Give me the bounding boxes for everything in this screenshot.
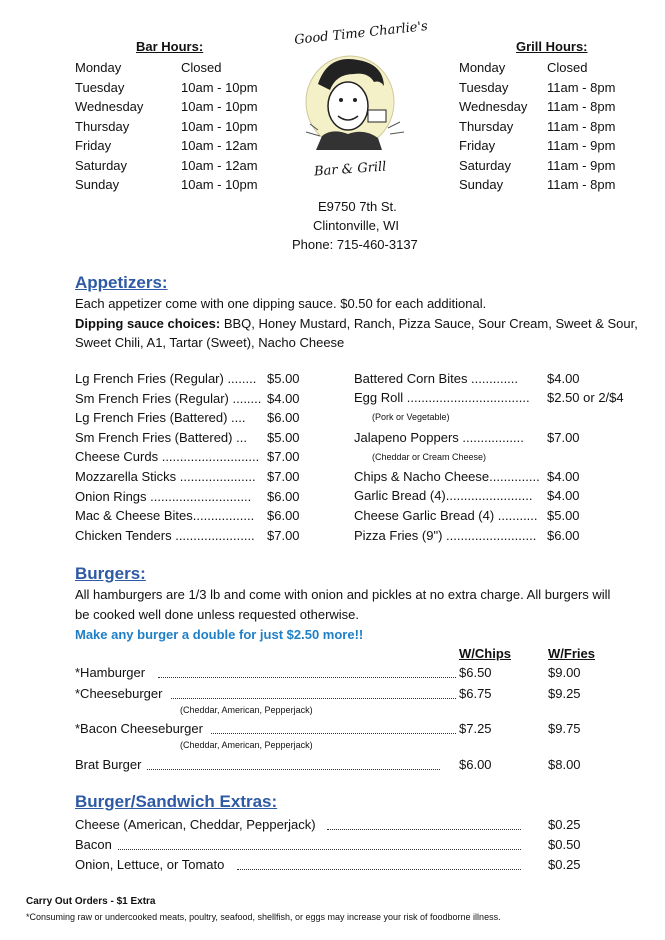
hours-time: 10am - 10pm	[181, 177, 258, 192]
hours-row	[459, 175, 659, 194]
appetizer-item	[354, 526, 634, 545]
hours-day: Wednesday	[75, 99, 144, 114]
hours-day: Thursday	[75, 118, 130, 134]
double-note: Make any burger a double for just $2.50 more!!	[75, 627, 364, 642]
burger-price-chips: $6.75	[459, 686, 492, 701]
burger-price-fries: $9.75	[548, 721, 581, 736]
col-header-fries: W/Fries	[548, 646, 595, 661]
item-price: $7.00	[267, 469, 300, 484]
extras-title: Burger/Sandwich Extras:	[75, 792, 278, 811]
dot-leader	[237, 869, 521, 870]
item-name: Sm French Fries (Battered) ...	[75, 429, 247, 445]
appetizer-item	[354, 428, 634, 447]
dot-leader	[327, 829, 521, 830]
hours-time: 11am - 8pm	[547, 79, 616, 95]
hours-day: Monday	[459, 60, 506, 75]
logo-bottom-text: Bar & Grill	[313, 159, 387, 180]
item-price: $7.00	[267, 527, 300, 543]
caricature-illustration	[288, 24, 413, 184]
hours-time: 11am - 8pm	[547, 99, 616, 114]
burger-price-chips: $7.25	[459, 721, 492, 736]
extra-price: $0.25	[548, 817, 581, 832]
dot-leader	[147, 769, 440, 770]
burger-name: *Bacon Cheeseburger	[75, 721, 203, 736]
burger-name: *Hamburger	[75, 665, 146, 680]
dot-leader	[158, 677, 456, 678]
dot-leader	[171, 698, 456, 699]
sauce-label: Dipping sauce choices:	[75, 316, 221, 331]
hours-row	[459, 78, 659, 97]
item-name: Lg French Fries (Regular) ........	[75, 371, 257, 386]
item-name: Cheese Garlic Bread (4) ...........	[354, 508, 538, 523]
hours-day: Tuesday	[75, 79, 125, 95]
item-price: $6.00	[267, 508, 300, 524]
item-price: $5.00	[547, 508, 580, 523]
item-note: (Cheddar or Cream Cheese)	[372, 452, 487, 462]
appetizer-item	[75, 506, 315, 525]
appetizer-item	[75, 428, 315, 447]
item-name: Battered Corn Bites .............	[354, 371, 519, 386]
hours-row	[75, 117, 275, 136]
item-price: $2.50 or 2/$4	[547, 390, 624, 405]
extra-name: Bacon	[75, 837, 112, 852]
hours-row	[459, 58, 659, 77]
hours-time: 11am - 8pm	[547, 177, 616, 192]
burger-price-fries: $9.00	[548, 665, 581, 680]
hours-day: Wednesday	[459, 99, 528, 114]
item-name: Onion Rings ............................	[75, 488, 252, 504]
extra-price: $0.25	[548, 857, 581, 872]
hours-time: 10am - 10pm	[181, 79, 258, 95]
appetizer-item	[75, 526, 315, 545]
dot-leader	[118, 849, 521, 850]
item-name: Chicken Tenders ......................	[75, 527, 255, 543]
address-phone: Phone: 715-460-3137	[292, 237, 418, 252]
item-price: $5.00	[267, 429, 300, 445]
item-name: Jalapeno Poppers .................	[354, 430, 524, 445]
item-name: Chips & Nacho Cheese..............	[354, 469, 540, 484]
item-name: Cheese Curds ...........................	[75, 449, 260, 465]
burger-price-chips: $6.50	[459, 665, 492, 680]
sauce-list-1: BBQ, Honey Mustard, Ranch, Pizza Sauce, Sour Cream, Sweet & Sour,	[220, 316, 638, 331]
item-price: $4.00	[547, 371, 580, 386]
hours-day: Friday	[75, 138, 112, 153]
extra-price: $0.50	[548, 837, 581, 852]
appetizer-item	[354, 506, 634, 525]
extra-name: Onion, Lettuce, or Tomato	[75, 857, 225, 872]
item-price: $6.00	[267, 488, 300, 504]
hours-day: Friday	[459, 138, 496, 153]
appetizer-item	[75, 447, 315, 466]
appetizer-item	[354, 388, 634, 407]
appetizer-item	[354, 369, 634, 388]
hours-time: Closed	[181, 60, 222, 75]
item-name: Mac & Cheese Bites.................	[75, 508, 255, 524]
extra-name: Cheese (American, Cheddar, Pepperjack)	[75, 817, 316, 832]
item-name: Egg Roll ..................................	[354, 390, 530, 405]
burger-price-fries: $8.00	[548, 757, 581, 772]
hours-time: 11am - 8pm	[547, 118, 616, 134]
burgers-title: Burgers:	[75, 564, 146, 583]
grill-hours-title: Grill Hours:	[516, 39, 588, 54]
hours-time: 10am - 10pm	[181, 99, 258, 114]
item-name: Pizza Fries (9") .........................	[354, 528, 537, 543]
address-city: Clintonville, WI	[313, 218, 399, 233]
item-price: $6.00	[267, 410, 300, 426]
hours-day: Sunday	[75, 177, 120, 192]
hours-row	[459, 117, 659, 136]
appetizer-item	[354, 467, 634, 486]
hours-day: Monday	[75, 60, 122, 75]
hours-row	[75, 156, 275, 175]
hours-time: 11am - 9pm	[547, 138, 616, 153]
item-name: Lg French Fries (Battered) ....	[75, 410, 246, 426]
address-street: E9750 7th St.	[318, 199, 397, 214]
hours-row	[459, 97, 659, 116]
hours-time: 10am - 12am	[181, 157, 258, 173]
item-name: Mozzarella Sticks .....................	[75, 469, 256, 484]
hours-time: 10am - 12am	[181, 138, 258, 153]
burger-price-chips: $6.00	[459, 757, 492, 772]
burgers-intro-2: be cooked well done unless requested otherwise.	[75, 607, 360, 622]
burger-note: (Cheddar, American, Pepperjack)	[180, 740, 313, 750]
item-price: $6.00	[547, 528, 580, 543]
appetizers-intro: Each appetizer come with one dipping sauce. $0.50 for each additional.	[75, 296, 487, 311]
burgers-intro-1: All hamburgers are 1/3 lb and come with onion and pickles at no extra charge. All burgers will	[75, 587, 611, 602]
logo	[288, 19, 429, 184]
dot-leader	[211, 733, 456, 734]
appetizer-item	[75, 369, 315, 388]
appetizer-item	[75, 408, 315, 427]
hours-day: Tuesday	[459, 79, 509, 95]
bar-hours-title: Bar Hours:	[136, 39, 204, 54]
hours-row	[75, 97, 275, 116]
hours-row	[75, 78, 275, 97]
hours-row	[75, 175, 275, 194]
item-price: $4.00	[547, 469, 580, 484]
hours-day: Saturday	[459, 157, 512, 173]
hours-day: Sunday	[459, 177, 504, 192]
appetizer-item	[75, 389, 315, 408]
item-price: $4.00	[267, 390, 300, 406]
logo-top-text: Good Time Charlie's	[293, 19, 429, 48]
item-name: Garlic Bread (4)........................	[354, 488, 533, 503]
item-note: (Pork or Vegetable)	[372, 412, 450, 422]
item-price: $4.00	[547, 488, 580, 503]
hours-day: Thursday	[459, 118, 514, 134]
hours-row	[459, 156, 659, 175]
burger-name: *Cheeseburger	[75, 686, 163, 701]
sauce-line-2: Sweet Chili, A1, Tartar (Sweet), Nacho Cheese	[75, 335, 345, 350]
hours-day: Saturday	[75, 157, 128, 173]
carry-out-note: Carry Out Orders - $1 Extra	[26, 896, 156, 907]
hours-time: Closed	[547, 60, 588, 75]
item-price: $5.00	[267, 371, 300, 386]
hours-row	[459, 136, 659, 155]
burger-name: Brat Burger	[75, 757, 142, 772]
burger-note: (Cheddar, American, Pepperjack)	[180, 705, 313, 715]
hours-time: 11am - 9pm	[547, 157, 616, 173]
sauce-line-1	[75, 314, 638, 334]
item-price: $7.00	[547, 430, 580, 445]
col-header-chips: W/Chips	[459, 646, 511, 661]
hours-row	[75, 58, 275, 77]
item-price: $7.00	[267, 449, 300, 465]
appetizer-item	[354, 486, 634, 505]
burger-price-fries: $9.25	[548, 686, 581, 701]
appetizer-item	[75, 487, 315, 506]
foodborne-warning: *Consuming raw or undercooked meats, poultry, seafood, shellfish, or eggs may increase your risk of foodborne illness.	[26, 912, 501, 922]
item-name: Sm French Fries (Regular) ........	[75, 390, 262, 406]
hours-row	[75, 136, 275, 155]
appetizer-item	[75, 467, 315, 486]
appetizers-title: Appetizers:	[75, 273, 168, 292]
hours-time: 10am - 10pm	[181, 118, 258, 134]
